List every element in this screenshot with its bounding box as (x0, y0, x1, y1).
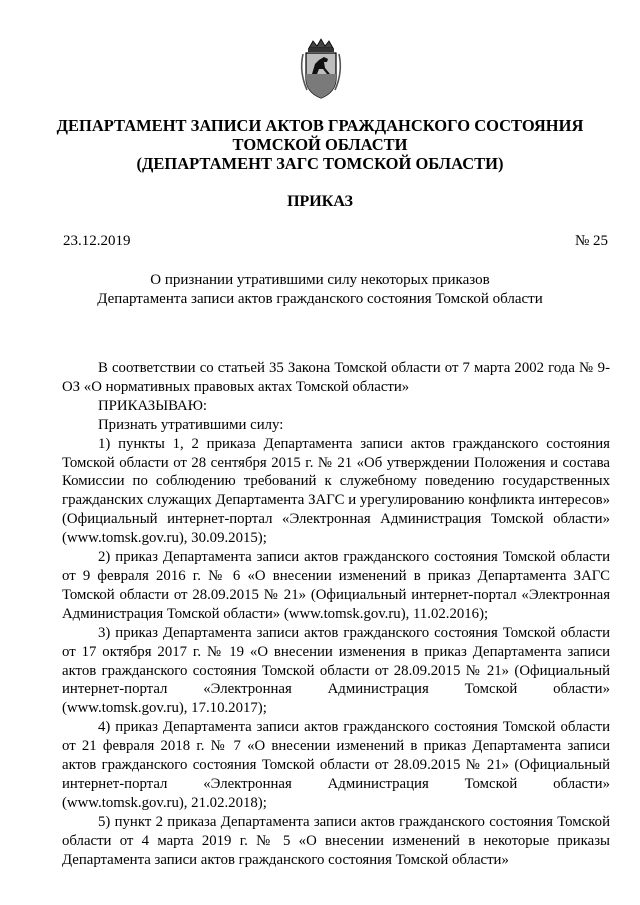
order-body (62, 359, 610, 869)
item-3-paragraph: 3) приказ Департамента записи актов гражданского состояния Томской области от 17 октября 2017 г. № 19 «О внесении изменения в приказ Департамента записи актов гражданского состояния Томской области от 28.09.2015 № 21» (Официальный интернет-портал «Электронная Администрация Томской области» (www.tomsk.gov.ru), 17.10.2017); (62, 624, 610, 717)
item-5-paragraph: 5) пункт 2 приказа Департамента записи актов гражданского состояния Томской области от 4 марта 2019 г. № 5 «О внесении изменений в некоторые приказы Департамента записи актов гражданского состояния Томской области» (62, 813, 610, 868)
order-title-line-1: О признании утратившими силу некоторых приказов (150, 272, 490, 288)
department-name-line-2: ТОМСКОЙ ОБЛАСТИ (232, 135, 408, 154)
intro-paragraph: В соответствии со статьей 35 Закона Томской области от 7 марта 2002 года № 9-ОЗ «О нормативных правовых актах Томской области» (62, 360, 610, 395)
item-4-paragraph: 4) приказ Департамента записи актов гражданского состояния Томской области от 21 февраля 2018 г. № 7 «О внесении изменений в приказ Департамента записи актов гражданского состояния Томской области от 28.09.2015 № 21» (Официальный интернет-портал «Электронная Администрация Томской области» (www.tomsk.gov.ru), 21.02.2018); (62, 719, 610, 811)
lead-paragraph: Признать утратившими силу: (98, 416, 284, 433)
tomsk-region-coat-of-arms-icon (297, 38, 345, 100)
order-number: № 25 (574, 233, 608, 249)
department-short-name: (ДЕПАРТАМЕНТ ЗАГС ТОМСКОЙ ОБЛАСТИ) (136, 154, 504, 173)
department-name-line-1: ДЕПАРТАМЕНТ ЗАПИСИ АКТОВ ГРАЖДАНСКОГО СОСТОЯНИЯ (56, 116, 584, 135)
command-paragraph: ПРИКАЗЫВАЮ: (98, 397, 208, 414)
document-type-label: ПРИКАЗ (287, 193, 353, 210)
item-2-paragraph: 2) приказ Департамента записи актов гражданского состояния Томской области от 9 февраля 2016 г. № 6 «О внесении изменений в приказ Департамента ЗАГС Томской области от 28.09.2015 № 21» (Официальный интернет-портал «Электронная Администрация Томской области» (www.tomsk.gov.ru), 11.02.2016); (62, 549, 610, 622)
order-date: 23.12.2019 (63, 233, 131, 249)
item-1-paragraph: 1) пункты 1, 2 приказа Департамента записи актов гражданского состояния Томской области от 28 сентября 2015 г. № 21 «Об утверждении Положения и состава Комиссии по соблюдению требований к служебному поведению государственных гражданских служащих Департамента ЗАГС и урегулированию конфликта интересов» (Официальный интернет-портал «Электронная Администрация Томской области» (www.tomsk.gov.ru), 30.09.2015); (62, 435, 610, 547)
order-title-line-2: Департамента записи актов гражданского состояния Томской области (97, 291, 543, 307)
